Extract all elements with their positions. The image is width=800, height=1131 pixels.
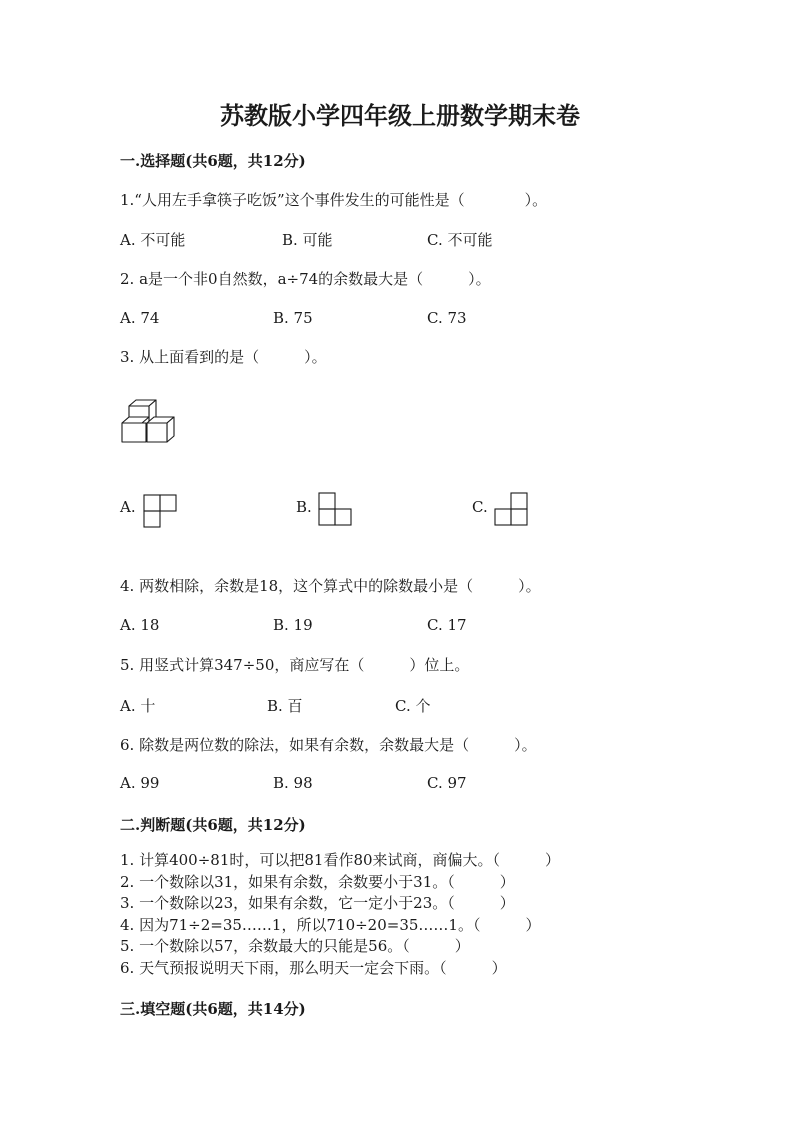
question-4-option-a: A. 18: [120, 616, 160, 634]
judgment-item: 1. 计算400÷81时，可以把81看作80来试商，商偏大。（ ）: [120, 851, 561, 869]
question-4-option-b: B. 19: [273, 616, 313, 634]
question-6-option-a: A. 99: [120, 774, 160, 792]
question-1-option-c: C. 不可能: [427, 231, 493, 249]
question-1: 1.“人用左手拿筷子吃饭”这个事件发生的可能性是（ ）。: [120, 191, 548, 209]
question-3-option-b: B.: [296, 498, 312, 516]
question-1-option-b: B. 可能: [282, 231, 333, 249]
section-heading-judgment: 二.判断题(共6题，共12分): [120, 816, 306, 834]
judgment-item: 6. 天气预报说明天下雨，那么明天一定会下雨。（ ）: [120, 958, 507, 977]
question-5-option-b: B. 百: [267, 697, 303, 715]
question-1-option-a: A. 不可能: [120, 231, 186, 249]
view-option-a-figure: [143, 494, 179, 530]
question-4-option-c: C. 17: [427, 616, 467, 634]
question-5-option-c: C. 个: [395, 697, 431, 715]
cube-stack-figure: [118, 398, 182, 448]
page-title: 苏教版小学四年级上册数学期末卷: [220, 101, 580, 130]
question-2: 2. a是一个非0自然数，a÷74的余数最大是（ ）。: [120, 270, 491, 288]
question-5-option-a: A. 十: [120, 697, 156, 715]
question-6-option-b: B. 98: [273, 774, 313, 792]
question-5: 5. 用竖式计算347÷50，商应写在（ ）位上。: [120, 656, 470, 674]
question-3: 3. 从上面看到的是（ ）。: [120, 348, 327, 366]
judgment-list: [120, 850, 560, 979]
question-3-option-a: A.: [120, 498, 136, 516]
judgment-item: 4. 因为71÷2=35……1，所以710÷20=35……1。（ ）: [120, 915, 541, 934]
view-option-b-figure: [318, 492, 354, 528]
view-option-c-figure: [494, 492, 530, 528]
question-3-option-c: C.: [472, 498, 488, 516]
section-heading-fill-in: 三.填空题(共6题，共14分): [120, 1000, 306, 1018]
question-6: 6. 除数是两位数的除法，如果有余数，余数最大是（ ）。: [120, 736, 537, 754]
judgment-item: 2. 一个数除以31，如果有余数，余数要小于31。（ ）: [120, 872, 515, 891]
judgment-item: 3. 一个数除以23，如果有余数，它一定小于23。（ ）: [120, 894, 515, 912]
question-6-option-c: C. 97: [427, 774, 467, 792]
judgment-item: 5. 一个数除以57，余数最大的只能是56。（ ）: [120, 937, 470, 955]
section-heading-choice: 一.选择题(共6题，共12分): [120, 152, 306, 170]
question-2-option-c: C. 73: [427, 309, 467, 327]
question-2-option-a: A. 74: [120, 309, 160, 327]
question-4: 4. 两数相除，余数是18，这个算式中的除数最小是（ ）。: [120, 577, 541, 595]
question-2-option-b: B. 75: [273, 309, 313, 327]
